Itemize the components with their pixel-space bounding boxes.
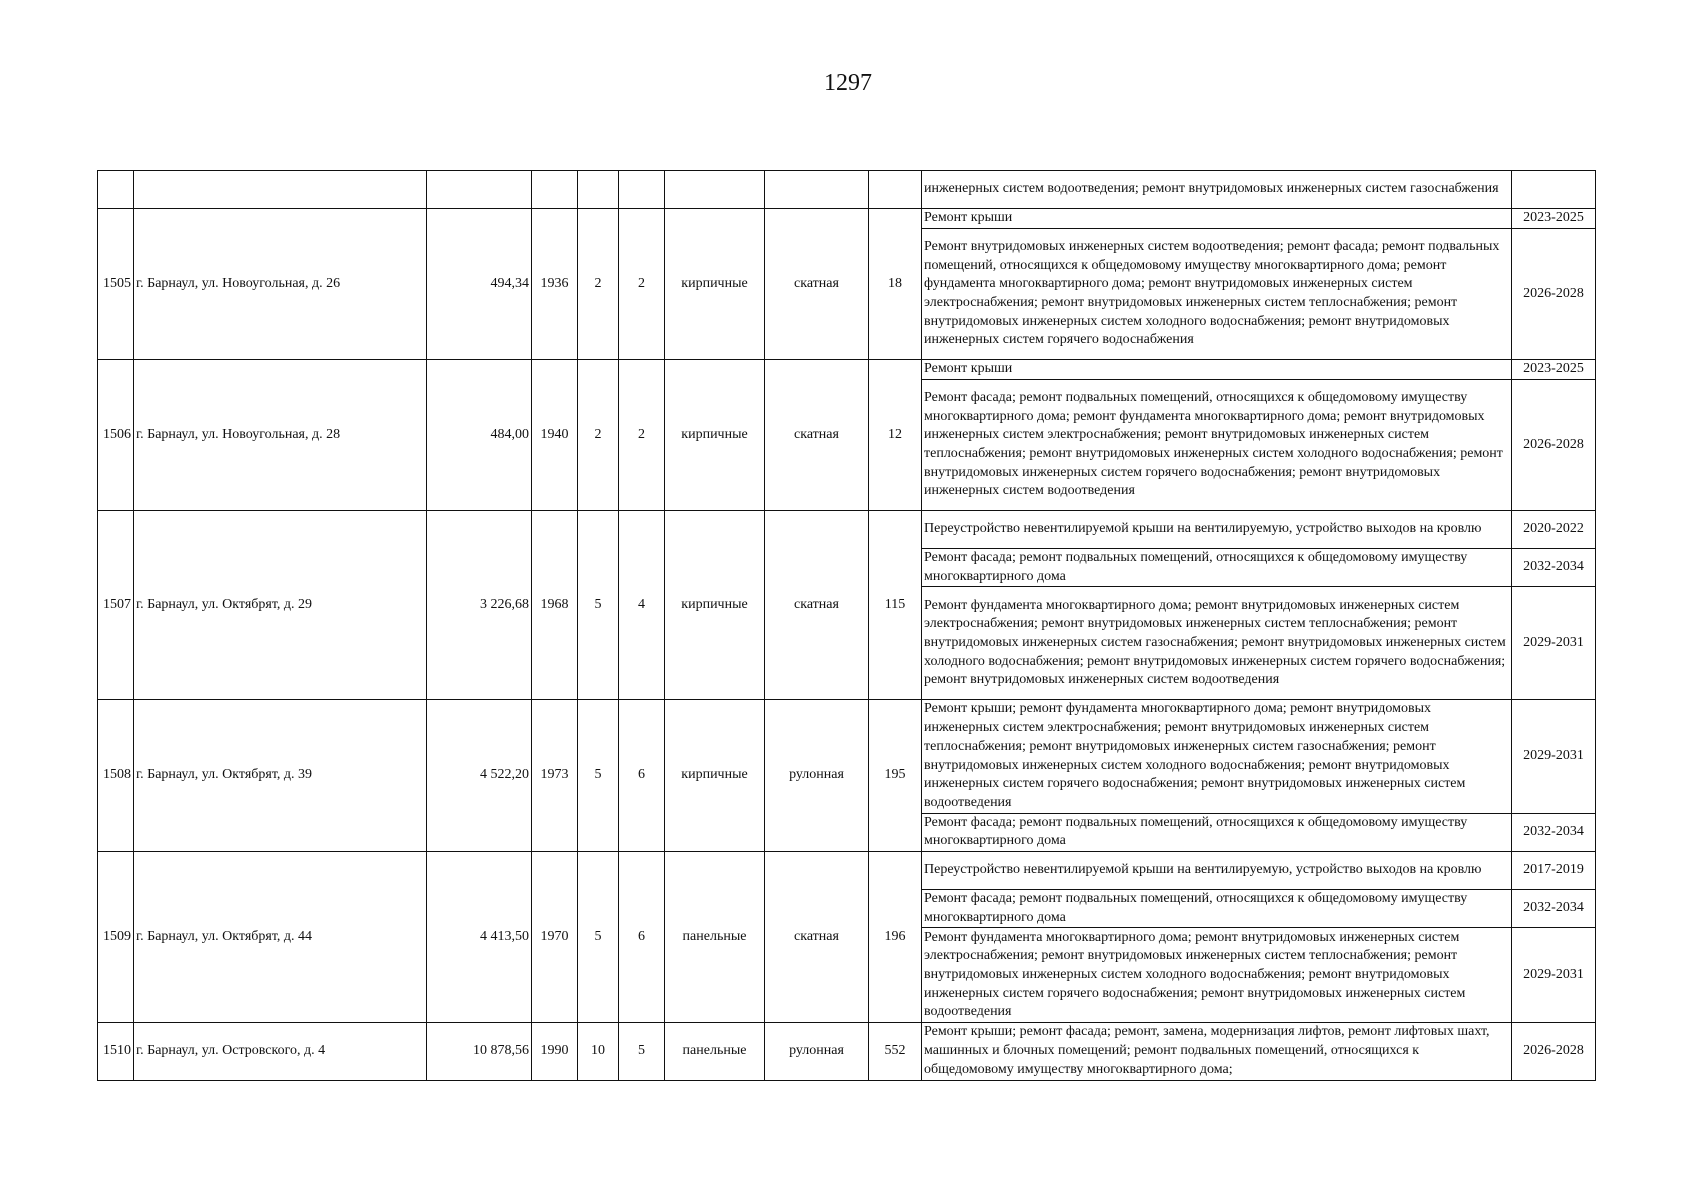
cell-floors: 5 (578, 511, 619, 700)
cell-address: г. Барнаул, ул. Октябрят, д. 39 (134, 700, 427, 852)
cell-year: 1970 (532, 852, 578, 1023)
cell-floors: 5 (578, 700, 619, 852)
cell-number: 1508 (98, 700, 134, 852)
table-row (98, 511, 1596, 549)
cell-wall-material: кирпичные (665, 209, 765, 360)
cell-year: 1990 (532, 1023, 578, 1080)
cell-year: 1968 (532, 511, 578, 700)
cell-period: 2023-2025 (1512, 360, 1596, 380)
cell-empty (427, 171, 532, 209)
cell-works: Ремонт фасада; ремонт подвальных помещений, относящихся к общедомовому имуществу многоквартирного дома (922, 890, 1512, 928)
cell-address: г. Барнаул, ул. Островского, д. 4 (134, 1023, 427, 1080)
cell-works: инженерных систем водоотведения; ремонт внутридомовых инженерных систем газоснабжения (922, 171, 1512, 209)
cell-area: 10 878,56 (427, 1023, 532, 1080)
cell-empty (869, 171, 922, 209)
cell-roof-type: рулонная (765, 1023, 869, 1080)
cell-empty (134, 171, 427, 209)
cell-period: 2023-2025 (1512, 209, 1596, 229)
cell-area: 4 413,50 (427, 852, 532, 1023)
cell-works: Переустройство невентилируемой крыши на вентилируемую, устройство выходов на кровлю (922, 511, 1512, 549)
cell-entrances: 6 (619, 700, 665, 852)
cell-empty (98, 171, 134, 209)
cell-works: Ремонт внутридомовых инженерных систем водоотведения; ремонт фасада; ремонт подвальных помещений, относящихся к общедомовому имуществу многоквартирного дома; ремонт фундамента многоквартирного дома; ремонт внутридомовых инженерных систем электроснабжения; ремонт внутридомовых инженерных систем теплоснабжения; ремонт внутридомовых инженерных систем холодного водоснабжения; ремонт внутридомовых инженерных систем горячего водоснабжения (922, 229, 1512, 360)
cell-floors: 10 (578, 1023, 619, 1080)
cell-empty (578, 171, 619, 209)
cell-roof-type: скатная (765, 209, 869, 360)
table-row (98, 1023, 1596, 1080)
cell-works: Ремонт крыши (922, 209, 1512, 229)
cell-period: 2017-2019 (1512, 852, 1596, 890)
cell-period: 2020-2022 (1512, 511, 1596, 549)
cell-period: 2032-2034 (1512, 813, 1596, 851)
cell-empty (665, 171, 765, 209)
table-row (98, 852, 1596, 890)
cell-works: Ремонт крыши (922, 360, 1512, 380)
cell-works: Ремонт фасада; ремонт подвальных помещений, относящихся к общедомовому имуществу многоквартирного дома; ремонт фундамента многоквартирного дома; ремонт внутридомовых инженерных систем электроснабжения; ремонт внутридомовых инженерных систем теплоснабжения; ремонт внутридомовых инженерных систем холодного водоснабжения; ремонт внутридомовых инженерных систем горячего водоснабжения; ремонт внутридомовых инженерных систем водоотведения (922, 380, 1512, 511)
cell-period: 2026-2028 (1512, 1023, 1596, 1080)
cell-residents: 115 (869, 511, 922, 700)
cell-residents: 552 (869, 1023, 922, 1080)
cell-works: Ремонт фундамента многоквартирного дома; ремонт внутридомовых инженерных систем электроснабжения; ремонт внутридомовых инженерных систем теплоснабжения; ремонт внутридомовых инженерных систем холодного водоснабжения; ремонт внутридомовых инженерных систем горячего водоснабжения; ремонт внутридомовых инженерных систем водоотведения (922, 928, 1512, 1023)
cell-period (1512, 171, 1596, 209)
cell-address: г. Барнаул, ул. Новоугольная, д. 26 (134, 209, 427, 360)
cell-wall-material: кирпичные (665, 360, 765, 511)
table-row (98, 360, 1596, 380)
cell-number: 1507 (98, 511, 134, 700)
cell-year: 1940 (532, 360, 578, 511)
cell-wall-material: панельные (665, 852, 765, 1023)
cell-roof-type: скатная (765, 511, 869, 700)
table-row-continuation (98, 171, 1596, 209)
cell-area: 4 522,20 (427, 700, 532, 852)
cell-entrances: 6 (619, 852, 665, 1023)
cell-wall-material: панельные (665, 1023, 765, 1080)
cell-period: 2032-2034 (1512, 890, 1596, 928)
cell-residents: 195 (869, 700, 922, 852)
cell-works: Ремонт крыши; ремонт фундамента многоквартирного дома; ремонт внутридомовых инженерных систем электроснабжения; ремонт внутридомовых инженерных систем теплоснабжения; ремонт внутридомовых инженерных систем газоснабжения; ремонт внутридомовых инженерных систем холодного водоснабжения; ремонт внутридомовых инженерных систем горячего водоснабжения; ремонт внутридомовых инженерных систем водоотведения (922, 700, 1512, 813)
cell-entrances: 5 (619, 1023, 665, 1080)
cell-area: 494,34 (427, 209, 532, 360)
cell-residents: 196 (869, 852, 922, 1023)
cell-number: 1505 (98, 209, 134, 360)
cell-empty (765, 171, 869, 209)
cell-year: 1936 (532, 209, 578, 360)
cell-wall-material: кирпичные (665, 511, 765, 700)
cell-period: 2029-2031 (1512, 587, 1596, 700)
cell-roof-type: рулонная (765, 700, 869, 852)
cell-address: г. Барнаул, ул. Октябрят, д. 44 (134, 852, 427, 1023)
cell-works: Переустройство невентилируемой крыши на вентилируемую, устройство выходов на кровлю (922, 852, 1512, 890)
cell-area: 3 226,68 (427, 511, 532, 700)
cell-entrances: 2 (619, 209, 665, 360)
cell-works: Ремонт крыши; ремонт фасада; ремонт, замена, модернизация лифтов, ремонт лифтовых шахт, машинных и блочных помещений; ремонт подвальных помещений, относящихся к общедомовому имуществу многоквартирного дома; (922, 1023, 1512, 1080)
cell-entrances: 2 (619, 360, 665, 511)
cell-works: Ремонт фундамента многоквартирного дома; ремонт внутридомовых инженерных систем электроснабжения; ремонт внутридомовых инженерных систем теплоснабжения; ремонт внутридомовых инженерных систем газоснабжения; ремонт внутридомовых инженерных систем холодного водоснабжения; ремонт внутридомовых инженерных систем горячего водоснабжения; ремонт внутридомовых инженерных систем водоотведения (922, 587, 1512, 700)
table-body (98, 171, 1596, 1081)
cell-number: 1510 (98, 1023, 134, 1080)
cell-address: г. Барнаул, ул. Новоугольная, д. 28 (134, 360, 427, 511)
cell-works: Ремонт фасада; ремонт подвальных помещений, относящихся к общедомовому имуществу многоквартирного дома (922, 549, 1512, 587)
cell-period: 2026-2028 (1512, 229, 1596, 360)
cell-area: 484,00 (427, 360, 532, 511)
cell-floors: 2 (578, 209, 619, 360)
cell-entrances: 4 (619, 511, 665, 700)
page-number: 1297 (824, 70, 872, 96)
cell-empty (532, 171, 578, 209)
cell-period: 2029-2031 (1512, 928, 1596, 1023)
cell-works: Ремонт фасада; ремонт подвальных помещений, относящихся к общедомовому имуществу многоквартирного дома (922, 813, 1512, 851)
cell-floors: 5 (578, 852, 619, 1023)
cell-number: 1509 (98, 852, 134, 1023)
table-row (98, 700, 1596, 813)
repair-schedule-table (97, 170, 1596, 1081)
cell-period: 2026-2028 (1512, 380, 1596, 511)
cell-empty (619, 171, 665, 209)
cell-residents: 12 (869, 360, 922, 511)
cell-year: 1973 (532, 700, 578, 852)
cell-roof-type: скатная (765, 360, 869, 511)
cell-period: 2032-2034 (1512, 549, 1596, 587)
cell-wall-material: кирпичные (665, 700, 765, 852)
cell-residents: 18 (869, 209, 922, 360)
cell-number: 1506 (98, 360, 134, 511)
cell-roof-type: скатная (765, 852, 869, 1023)
cell-floors: 2 (578, 360, 619, 511)
cell-period: 2029-2031 (1512, 700, 1596, 813)
cell-address: г. Барнаул, ул. Октябрят, д. 29 (134, 511, 427, 700)
table-row (98, 209, 1596, 229)
